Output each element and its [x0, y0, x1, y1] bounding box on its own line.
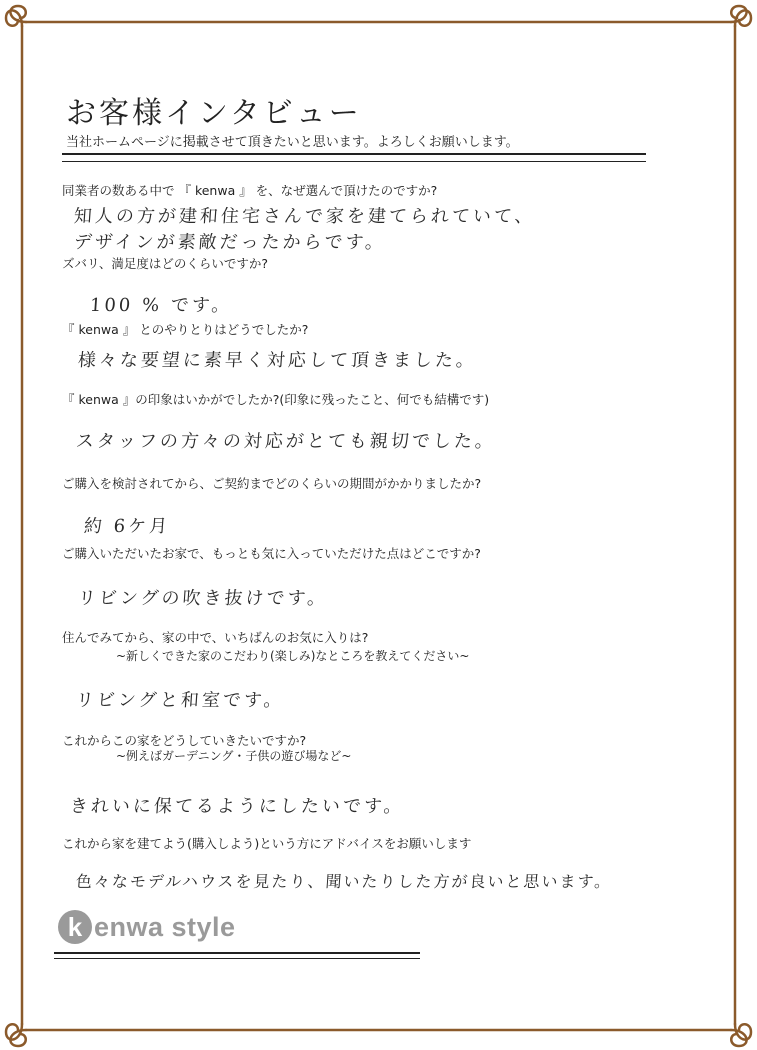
- kenwa-style-logo: [58, 910, 236, 944]
- logo-circle-k: k: [58, 910, 92, 944]
- answer-2: 100 % です。: [89, 295, 234, 316]
- question-7-sub: ~新しくできた家のこだわり(楽しみ)なところを教えてください~: [116, 649, 470, 663]
- footer-divider: [54, 952, 420, 954]
- question-9: これから家を建てよう(購入しよう)という方にアドバイスをお願いします: [62, 836, 472, 851]
- question-2: ズバリ、満足度はどのくらいですか?: [62, 256, 269, 271]
- answer-7: リビングと和室です。: [75, 690, 286, 711]
- question-7: 住んでみてから、家の中で、いちばんのお気に入りは?: [62, 630, 369, 645]
- answer-3: 様々な要望に素早く対応して頂きました。: [77, 350, 478, 371]
- answer-9: 色々なモデルハウスを見たり、聞いたりした方が良いと思います。: [75, 872, 613, 891]
- question-4: 『 kenwa 』の印象はいかがでしたか?(印象に残ったこと、何でも結構です): [62, 392, 490, 407]
- question-6: ご購入いただいたお家で、もっとも気に入っていただけた点はどこですか?: [62, 546, 481, 561]
- question-8-sub: ~例えばガーデニング・子供の遊び場など~: [116, 749, 352, 763]
- question-8: これからこの家をどうしていきたいですか?: [62, 733, 307, 748]
- answer-6: リビングの吹き抜けです。: [77, 588, 329, 609]
- logo-text: enwa style: [94, 911, 236, 942]
- question-1: 同業者の数ある中で 『 kenwa 』 を、なぜ選んで頂けたのですか?: [62, 183, 438, 198]
- footer-divider-thin: [54, 958, 420, 959]
- answer-4: スタッフの方々の対応がとても親切でした。: [75, 431, 497, 452]
- answer-1-line-1: 知人の方が建和住宅さんで家を建てられていて、: [73, 206, 537, 227]
- answer-1-line-2: デザインが素敵だったからです。: [73, 232, 387, 253]
- title-divider-thin: [62, 161, 646, 162]
- page-title: お客様インタビュー: [66, 96, 362, 131]
- page-subtitle: 当社ホームページに掲載させて頂きたいと思います。よろしくお願いします。: [66, 135, 519, 150]
- answer-8: きれいに保てるようにしたいです。: [69, 796, 406, 817]
- question-3: 『 kenwa 』 とのやりとりはどうでしたか?: [62, 322, 309, 337]
- answer-5: 約 6ケ月: [83, 516, 171, 537]
- question-5: ご購入を検討されてから、ご契約までどのくらいの期間がかかりましたか?: [62, 476, 482, 491]
- title-divider: [62, 153, 646, 155]
